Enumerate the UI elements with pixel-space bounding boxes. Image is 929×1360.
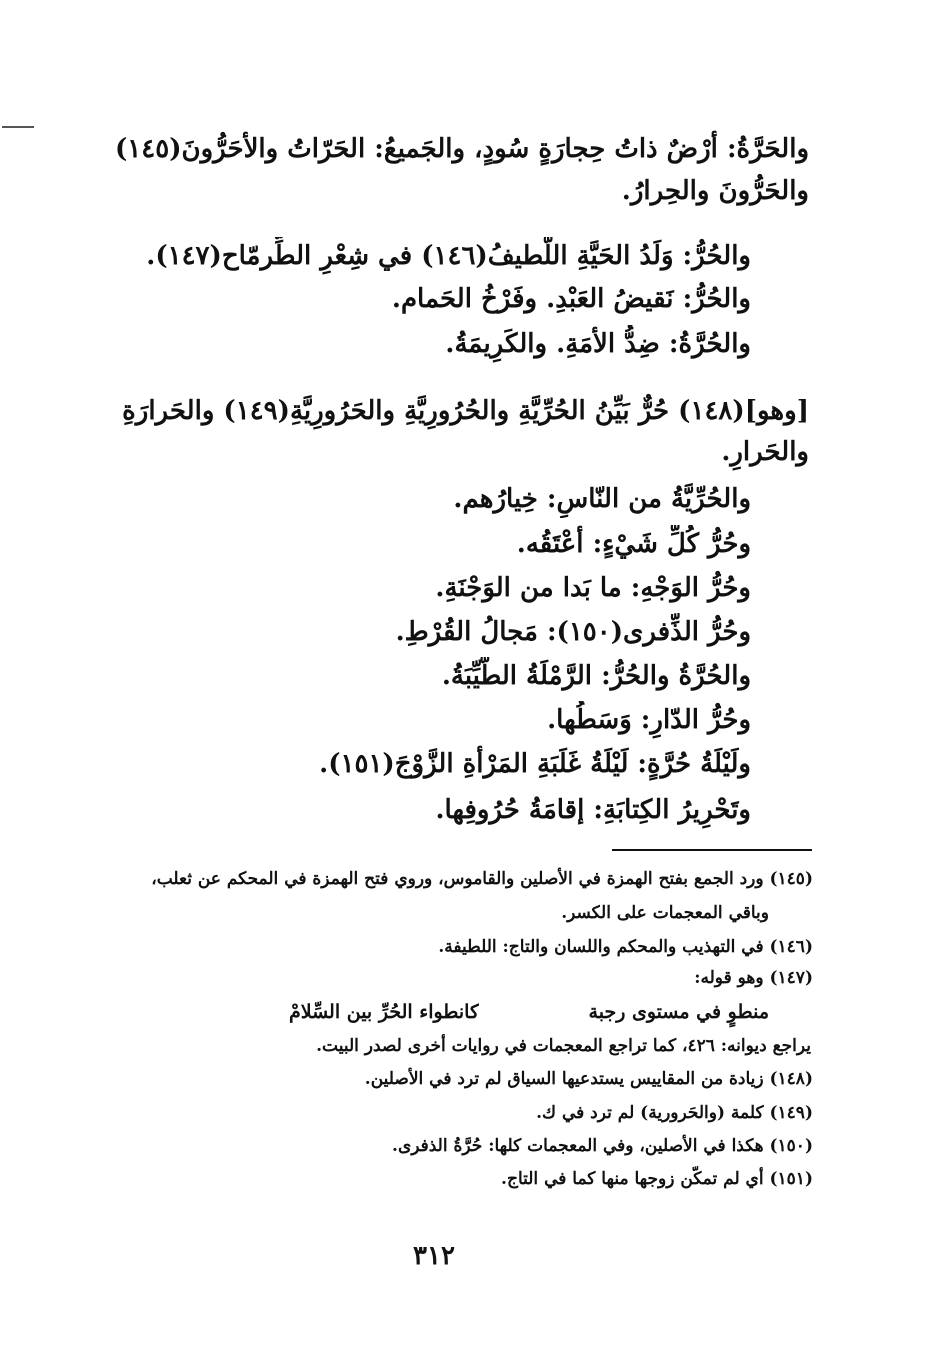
entry-line-8: والحُرِّيَّةُ من النّاسِ: خِيارُهم. — [453, 484, 751, 514]
verse-second-hemistich: كانطواء الحُرِّ بين السِّلامْ — [289, 1001, 479, 1023]
entry-line-12: والحُرَّةُ والحُرُّ: الرَّمْلَةُ الطَّيِّبَةُ. — [441, 661, 751, 691]
entry-line-5: والحُرَّةُ: ضِدُّ الأمَةِ. والكَرِيمَةُ. — [445, 329, 751, 359]
entry-line-6: [وهو](١٤٨) حُرٌّ بَيِّنُ الحُرِّيَّةِ والحُرُورِيَّةِ والحَرُورِيَّةِ(١٤٩) والحَرارَةِ — [122, 396, 809, 426]
entry-line-10: وحُرُّ الوَجْهِ: ما بَدا من الوَجْنَةِ. — [435, 573, 751, 603]
footnote-146: (١٤٦) في التهذيب والمحكم واللسان والتاج: اللطيفة. — [438, 937, 813, 957]
footnote-145-line-1: (١٤٥) ورد الجمع بفتح الهمزة في الأصلين والقاموس، وروي فتح الهمزة في المحكم عن ثعلب، — [151, 869, 813, 889]
footnote-147: (١٤٧) وهو قوله: — [694, 968, 813, 988]
entry-line-1: والحَرَّةُ: أرْضٌ ذاتُ حِجارَةٍ سُودٍ، والجَميعُ: الحَرّاتُ والأحَرُّونَ(١٤٥) — [114, 134, 809, 164]
entry-line-9: وحُرُّ كُلِّ شَيْءٍ: أعْتَقُه. — [516, 529, 751, 559]
page-number: ٣١٢ — [413, 1241, 455, 1271]
entry-line-14: ولَيْلَةُ حُرَّةٍ: لَيْلَةُ غَلَبَةِ المَرْأةِ الزَّوْجَ(١٥١). — [319, 749, 751, 779]
verse-first-hemistich: منطوٍ في مستوى رجبة — [588, 1001, 769, 1023]
entry-line-2: والحَرُّونَ والحِرارُ. — [621, 176, 809, 206]
entry-line-3: والحُرُّ: وَلَدُ الحَيَّةِ اللَّطيفُ(١٤٦) في شِعْرِ الطِّرمّاح(١٤٧). — [146, 241, 751, 271]
entry-line-15: وتَحْرِيرُ الكِتابَةِ: إقامَةُ حُرُوفِها. — [435, 795, 751, 825]
footnote-147-note: يراجع ديوانه: ٤٢٦، كما تراجع المعجمات في روايات أخرى لصدر البيت. — [316, 1036, 811, 1056]
footnote-151: (١٥١) أي لم تمكّن زوجها منها كما في التاج. — [501, 1169, 813, 1189]
scan-mark — [2, 126, 34, 128]
entry-line-7: والحَرارِ. — [721, 437, 809, 467]
entry-line-13: وحُرُّ الدّارِ: وَسَطُها. — [547, 705, 751, 735]
entry-line-4: والحُرُّ: نَقيضُ العَبْدِ. وفَرْخُ الحَمام. — [391, 284, 751, 314]
footnote-separator — [612, 849, 812, 851]
footnote-145-line-2: وباقي المعجمات على الكسر. — [561, 903, 769, 923]
entry-line-11: وحُرُّ الذِّفرى(١٥٠): مَجالُ القُرْطِ. — [395, 617, 751, 647]
footnote-150: (١٥٠) هكذا في الأصلين، وفي المعجمات كلها: حُرَّةُ الذفرى. — [392, 1136, 813, 1156]
footnote-149: (١٤٩) كلمة (والحَرورية) لم ترد في ك. — [536, 1103, 813, 1123]
footnote-148: (١٤٨) زيادة من المقاييس يستدعيها السياق لم ترد في الأصلين. — [364, 1069, 813, 1089]
